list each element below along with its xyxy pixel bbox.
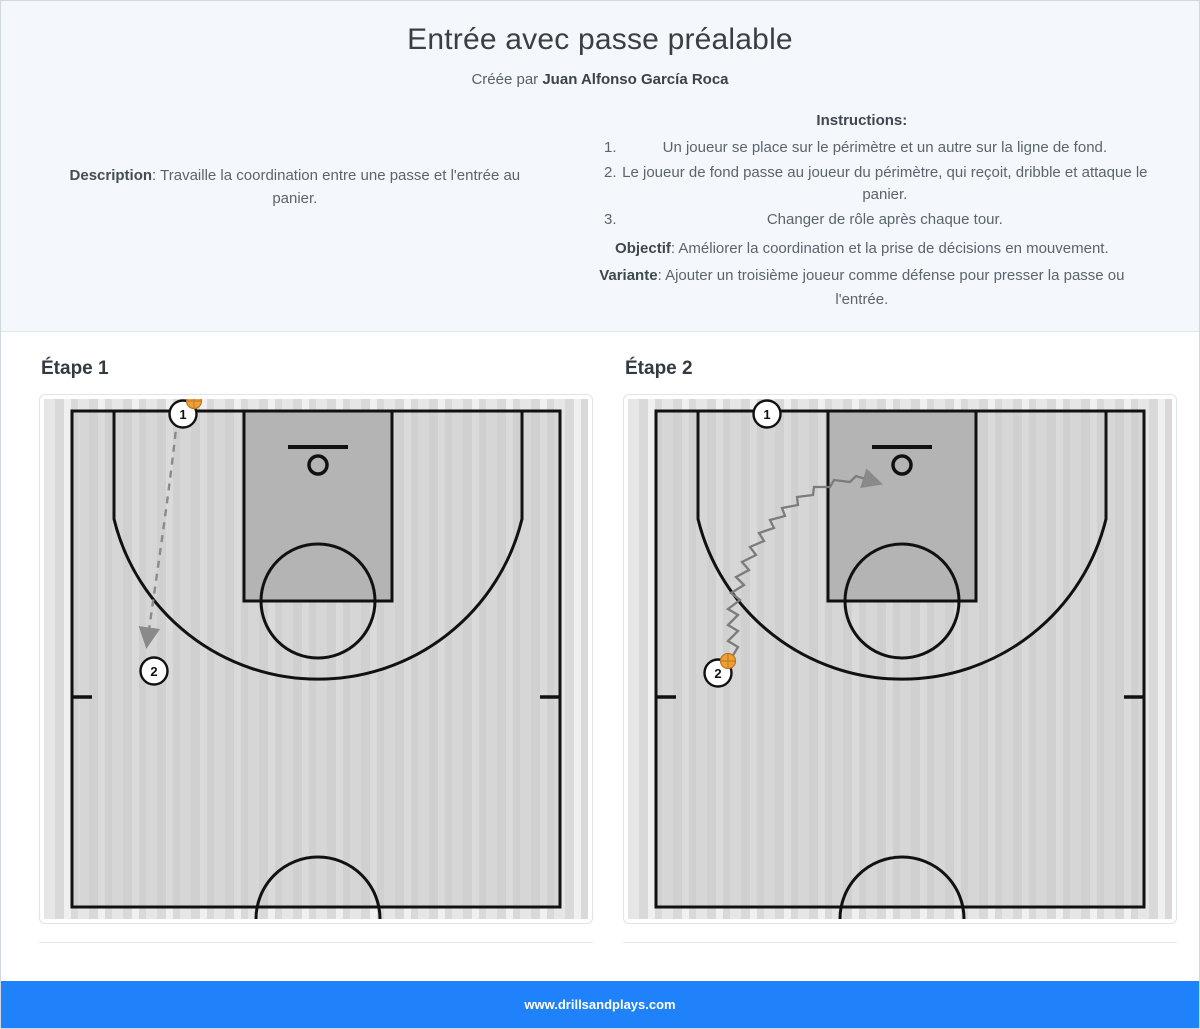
step-2-separator bbox=[623, 942, 1177, 943]
objective-label: Objectif bbox=[615, 240, 671, 257]
instructions-heading bbox=[575, 112, 1149, 129]
svg-text:2: 2 bbox=[150, 663, 158, 679]
player-token-1 bbox=[754, 400, 781, 427]
steps-container bbox=[1, 332, 1199, 951]
footer-site-link[interactable]: www.drillsandplays.com bbox=[524, 997, 676, 1012]
instruction-item: 1. Un joueur se place sur le périmètre et un autre sur la ligne de fond. bbox=[621, 137, 1149, 160]
instruction-item: 3. Changer de rôle après chaque tour. bbox=[621, 209, 1149, 232]
variant-text: : Ajouter un troisième joueur comme défense pour presser la passe ou l'entrée. bbox=[657, 267, 1125, 308]
page-title: Entrée avec passe préalable bbox=[407, 23, 793, 56]
instructions-label: Instructions bbox=[816, 112, 903, 129]
instructions-colon: : bbox=[902, 112, 908, 129]
description-label: Description bbox=[69, 166, 153, 184]
instructions-list bbox=[575, 137, 1149, 231]
player-token-2 bbox=[141, 657, 168, 684]
step-1-court bbox=[39, 394, 593, 924]
step-2 bbox=[623, 358, 1177, 951]
author-line bbox=[31, 71, 1169, 88]
svg-text:1: 1 bbox=[179, 406, 187, 422]
description-text: Travaille la coordination entre une passe et l'entrée au panier. bbox=[160, 166, 521, 207]
svg-text:1: 1 bbox=[763, 406, 771, 422]
court-diagram-2 bbox=[628, 399, 1172, 919]
step-1 bbox=[39, 358, 593, 951]
objective-line bbox=[575, 237, 1149, 260]
variant-label: Variante bbox=[599, 267, 658, 285]
description-sep: : bbox=[152, 166, 161, 184]
description-block bbox=[31, 112, 559, 262]
svg-text:2: 2 bbox=[714, 665, 722, 681]
footer bbox=[1, 981, 1199, 1028]
author-prefix: Créée par bbox=[471, 71, 543, 88]
step-2-title: Étape 2 bbox=[625, 357, 693, 379]
variant-line bbox=[575, 264, 1149, 311]
info-row bbox=[31, 112, 1169, 311]
objective-text: : Améliorer la coordination et la prise de décisions en mouvement. bbox=[670, 240, 1109, 257]
step-2-court bbox=[623, 394, 1177, 924]
step-1-title: Étape 1 bbox=[41, 357, 109, 379]
court-diagram-1 bbox=[44, 399, 588, 919]
description-text-wrap bbox=[61, 164, 529, 211]
instruction-item: 2. Le joueur de fond passe au joueur du périmètre, qui reçoit, dribble et attaque le panier. bbox=[621, 162, 1149, 207]
instructions-block bbox=[575, 112, 1169, 311]
header bbox=[1, 1, 1199, 332]
step-1-separator bbox=[39, 942, 593, 943]
author-name: Juan Alfonso García Roca bbox=[542, 71, 729, 88]
